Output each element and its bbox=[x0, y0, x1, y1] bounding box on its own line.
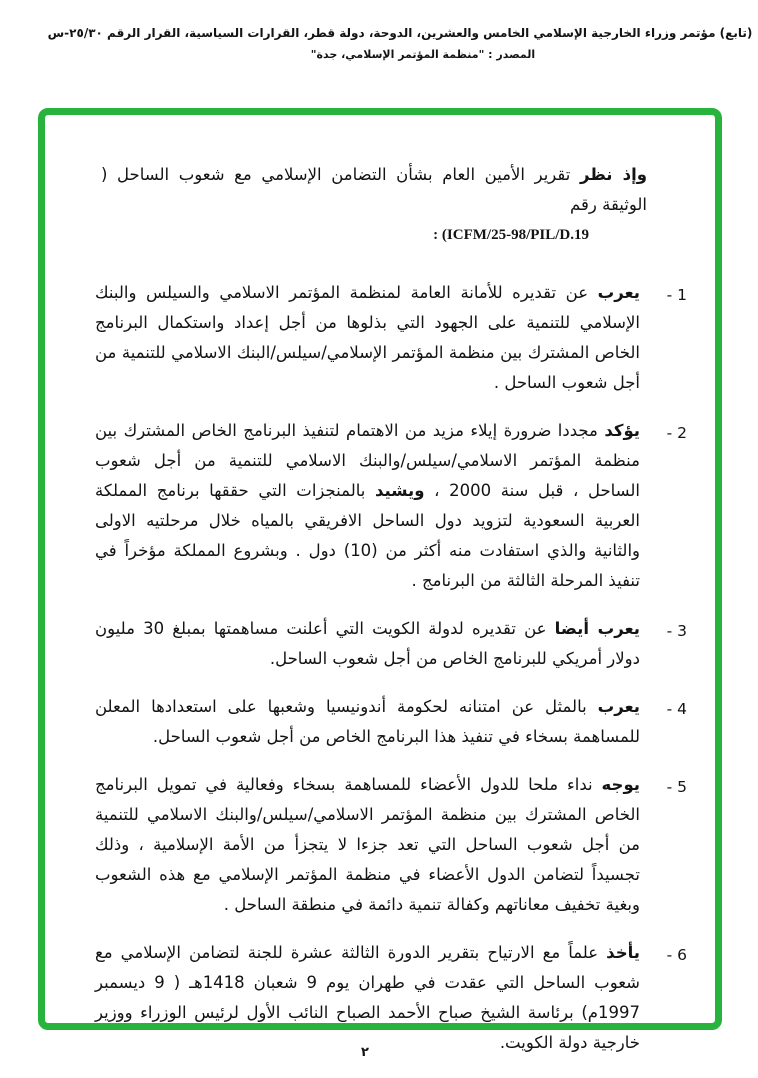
resolution-item bbox=[95, 416, 687, 596]
item-number: 1 - bbox=[666, 286, 687, 304]
item-number: 6 - bbox=[666, 946, 687, 964]
header-citation-line: (تابع) مؤتمر وزراء الخارجية الإسلامي الخامس والعشرين، الدوحة، دولة قطر، القرارات السياسية، القرار الرقم ٢٥/٣٠-س bbox=[47, 26, 753, 40]
item-text: يؤكد مجددا ضرورة إيلاء مزيد من الاهتمام لتنفيذ البرنامج الخاص المشترك بين منظمة المؤتمر الاسلامي/سيلس/والبنك الاسلامي للتنمية من أجل شعوب الساحل ، قبل سنة 2000 ، ويشيد بالمنجزات التي حققها برنامج المملكة العربية السعودية لتزويد دول الساحل الافريقي بالمياه خلال مرحلتيه الاولى والثانية والذي استفادت منه أكثر من (10) دول . وبشروع المملكة مؤخراً في تنفيذ المرحلة الثالثة من البرنامج . bbox=[95, 421, 641, 590]
item-text: يوجه نداء ملحا للدول الأعضاء للمساهمة بسخاء وفعالية في تمويل البرنامج الخاص المشترك بين منظمة المؤتمر الاسلامي/سيلس/والبنك الاسلامي للتنمية من أجل شعوب الساحل التي تعد جزءا لا يتجزأ من الأمة الإسلامية ، وذلك تجسيداً لتضامن الدول الأعضاء في منظمة المؤتمر الإسلامي مع هذه الشعوب وبغية تخفيف معاناتهم وكفالة تنمية دائمة في منطقة الساحل . bbox=[95, 775, 640, 914]
preamble-text: وإذ نظر تقرير الأمين العام بشأن التضامن الإسلامي مع شعوب الساحل ( الوثيقة رقم bbox=[101, 165, 647, 214]
resolution-item bbox=[95, 278, 687, 398]
content-border-frame bbox=[38, 108, 722, 1052]
item-number: 4 - bbox=[666, 700, 687, 718]
resolution-item bbox=[95, 692, 687, 752]
item-text: يعرب بالمثل عن امتنانه لحكومة أندونيسيا وشعبها على استعدادها المعلن للمساهمة بسخاء في تنفيذ هذا البرنامج الخاص من أجل شعوب الساحل. bbox=[95, 697, 640, 746]
resolution-items-list bbox=[95, 278, 687, 1058]
document-reference-code: : (ICFM/25-98/PIL/D.19 bbox=[433, 227, 589, 243]
resolution-item bbox=[95, 614, 687, 674]
resolution-item bbox=[95, 938, 687, 1058]
item-text: يأخذ علماً مع الارتياح بتقرير الدورة الثالثة عشرة للجنة لتضامن الإسلامي مع شعوب الساحل التي عقدت في طهران يوم 9 شعبان 1418هـ ( 9 ديسمبر 1997م) برئاسة الشيخ صباح الأحمد الصباح النائب الأول لرئيس الوزراء ووزير خارجية دولة الكويت. bbox=[95, 943, 640, 1052]
item-text: يعرب أيضا عن تقديره لدولة الكويت التي أعلنت مساهمتها بمبلغ 30 مليون دولار أمريكي للبرنامج الخاص من أجل شعوب الساحل. bbox=[95, 619, 640, 668]
resolution-item bbox=[95, 770, 687, 920]
header-source-line: المصدر : "منظمة المؤتمر الإسلامي، جدة" bbox=[310, 48, 536, 61]
item-text: يعرب عن تقديره للأمانة العامة لمنظمة المؤتمر الاسلامي والسيلس والبنك الإسلامي للتنمية على الجهود التي بذلوها من أجل إعداد واستكمال البرنامج الخاص المشترك بين منظمة المؤتمر الإسلامي/سيلس/البنك الاسلامي للتنمية من أجل شعوب الساحل . bbox=[95, 283, 640, 392]
resolution-body bbox=[45, 115, 715, 1058]
page-number: ٢ bbox=[361, 1045, 369, 1060]
item-number: 2 - bbox=[666, 424, 687, 442]
document-header bbox=[0, 26, 758, 61]
preamble-paragraph bbox=[101, 160, 647, 250]
item-number: 3 - bbox=[666, 622, 687, 640]
item-number: 5 - bbox=[666, 778, 687, 796]
